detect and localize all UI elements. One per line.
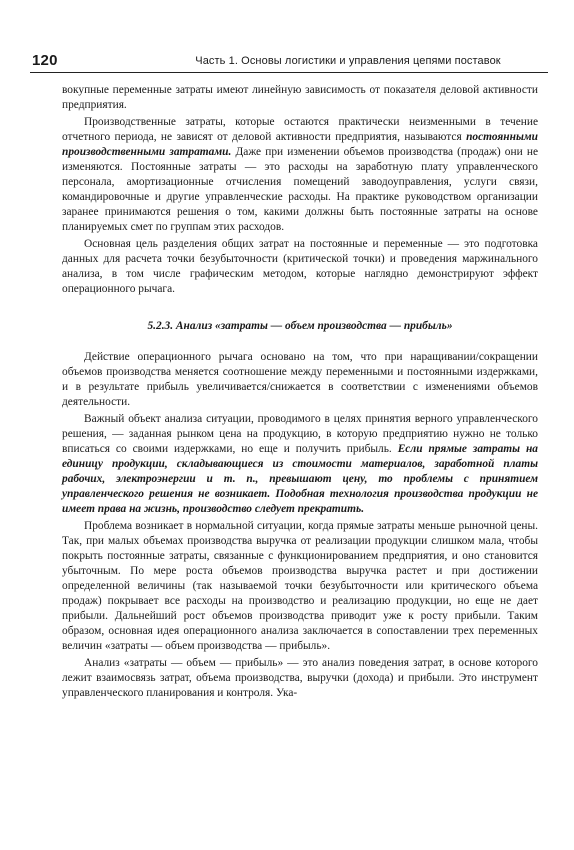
page-number: 120 (32, 52, 58, 69)
page-body (62, 83, 538, 701)
paragraph-text: Важный объект анализа ситуации, проводимого в целях принятия верного управленческого решения, — заданная рынком цена на продукцию, в которую предприятию нужно не только вписаться со своими издержками, но еще и получить прибыль. (62, 413, 538, 455)
paragraph-breakeven: Проблема возникает в нормальной ситуации, когда прямые затраты меньше рыночной цены. Так, при малых объемах производства выручка от реализации продукции слишком мала, чтобы покрыть постоянные затраты, связанные с функционированием предприятия, и оно становится убыточным. По мере роста объемов производства выручка растет и при достижении определенной величины (так называемой точки безубыточности или критического объема продаж) покрывает все расходы на производство и реализацию продукции, но еще не дает прибыли. Дальнейший рост объемов производства приводит уже к росту прибыли. Таким образом, основная идея операционного анализа заключается в сопоставлении трех переменных величин «затраты — объем производства — прибыль». (62, 520, 538, 652)
paragraph-fixed-costs (62, 115, 538, 235)
paragraph-text: Даже при изменении объемов производства (продаж) они не изменяются. Постоянные затраты — это расходы на заработную плату управленческого персонала, амортизационные отчисления помещений заводоуправления, услуги связи, командировочные и другие управленческие расходы. На практике руководством организации заранее принимаются решения о том, какими должны быть постоянные затраты на основе планируемых смет по группам этих расходов. (62, 146, 538, 233)
paragraph-market-price (62, 412, 538, 517)
emphasized-statement: Если прямые затраты на единицу продукции, складывающиеся из стоимости материалов, заработной платы рабочих, электроэнергии и т. п., превышают цену, то проблемы с принятием управленческого решения не возникает. Подобная технология производства продукции не имеет права на жизнь, производство следует прекратить. (62, 443, 538, 515)
section-heading: 5.2.3. Анализ «затраты — объем производства — прибыль» (147, 320, 453, 332)
term-fixed-costs: постоянными производственными затратами. (62, 131, 538, 158)
running-title: Часть 1. Основы логистики и управления цепями поставок (195, 55, 501, 67)
paragraph-operating-leverage: Действие операционного рычага основано на том, что при наращивании/сокращении объемов производства меняется соотношение между переменными и постоянными издержками, и в результате прибыль увеличивается/снижается в соответствии с изменениями объемов деятельности. (62, 351, 538, 408)
page-header (30, 52, 548, 73)
paragraph-cvp-analysis: Анализ «затраты — объем — прибыль» — это анализ поведения затрат, в основе которого лежит взаимосвязь затрат, объема производства, выручки (дохода) и прибыли. Это инструмент управленческого планирования и контроля. Ука- (62, 657, 538, 699)
paragraph-continuation: вокупные переменные затраты имеют линейную зависимость от показателя деловой активности предприятия. (62, 84, 538, 111)
paragraph-text: Производственные затраты, которые остаются практически неизменными в течение отчетного периода, не зависят от деловой активности предприятия, называются (62, 116, 538, 143)
paragraph-purpose: Основная цель разделения общих затрат на постоянные и переменные — это подготовка данных для расчета точки безубыточности (критической точки) и проведения маржинального анализа, в том числе графическим методом, которые наглядно демонстрируют эффект операционного рычага. (62, 238, 538, 295)
